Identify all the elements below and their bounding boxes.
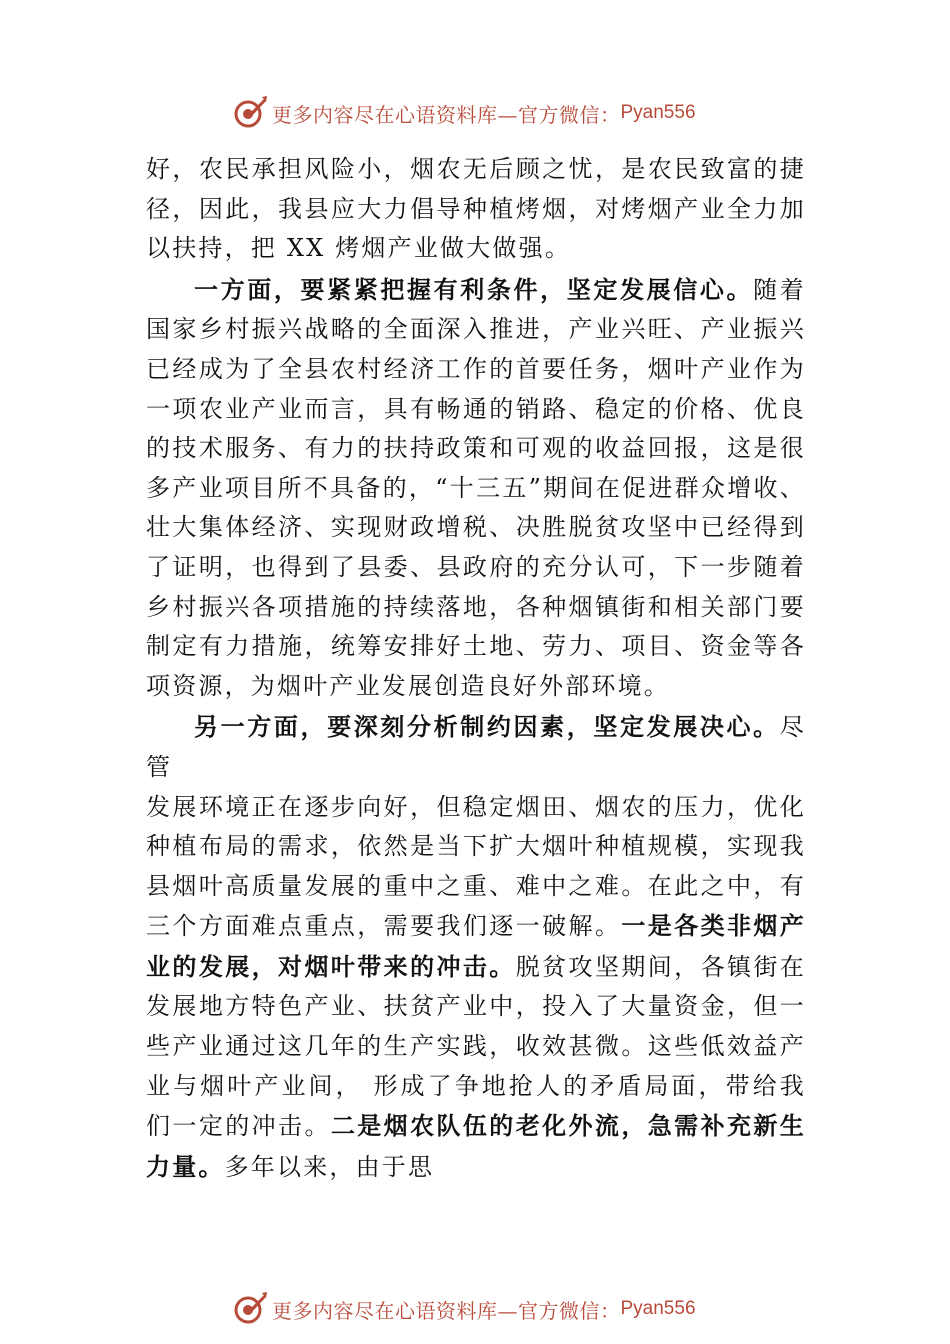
quill-logo-icon	[232, 1291, 268, 1327]
paragraph-3-heading: 另一方面，要深刻分析制约因素，坚定发展决心。	[194, 712, 780, 742]
paragraph-2-heading: 一方面，要紧紧把握有利条件，坚定发展信心。	[194, 274, 754, 304]
paragraph-3-text-c: 脱贫攻坚期间，各镇街在发展地方特色产业、扶贫产业中，投入了大量资金，但一些产业通过这几年的生产实践，收效甚微。这些低效益产业与烟叶产业间， 形成了争地抢人的矛盾局面，带给我们一定的冲击。	[146, 952, 806, 1141]
paragraph-3-text-d: 多年以来，由于思	[224, 1152, 435, 1181]
paragraph-3-text-a: 尽管	[146, 713, 806, 781]
header-watermark-banner	[232, 93, 732, 133]
paragraph-1-text: 好，农民承担风险小，烟农无后顾之忧，是农民致富的捷径，因此，我县应大力倡导种植烤烟，对烤烟产业全力加以扶持，把 XX 烤烟产业做大做强。	[146, 155, 806, 263]
paragraph-2	[146, 270, 806, 707]
paragraph-1	[146, 150, 806, 269]
paragraph-3-lead	[146, 707, 806, 787]
header-banner-text: 更多内容尽在心语资料库—官方微信：	[272, 102, 621, 127]
paragraph-3-body	[146, 788, 806, 1188]
document-body	[146, 150, 806, 1187]
footer-banner-wechat-id: Pyan556	[620, 1298, 696, 1319]
footer-banner-text: 更多内容尽在心语资料库—官方微信：	[272, 1298, 621, 1323]
paragraph-3-point-2: 二是烟农队伍的老化外流，急需补充新生力量。	[146, 1111, 806, 1181]
quill-logo-icon	[232, 95, 268, 131]
paragraph-2-text: 随着国家乡村振兴战略的全面深入推进，产业兴旺、产业振兴已经成为了全县农村经济工作的首要任务，烟叶产业作为一项农业产业而言，具有畅通的销路、稳定的价格、优良的技术服务、有力的扶持政策和可观的收益回报，这是很多产业项目所不具备的，“十三五”期间在促进群众增收、壮大集体经济、实现财政增税、决胜脱贫攻坚中已经得到了证明，也得到了县委、县政府的充分认可，下一步随着乡村振兴各项措施的持续落地，各种烟镇街和相关部门要制定有力措施，统筹安排好土地、劳力、项目、资金等各项资源，为烟叶产业发展创造良好外部环境。	[146, 275, 806, 700]
paragraph-3-text-b: 发展环境正在逐步向好，但稳定烟田、烟农的压力，优化种植布局的需求，依然是当下扩大烟叶种植规模，实现我县烟叶高质量发展的重中之重、难中之难。在此之中，有三个方面难点重点，需要我们逐一破解。	[146, 792, 806, 941]
header-banner-wechat-id: Pyan556	[620, 102, 696, 123]
paragraph-3-point-1: 一是各类非烟产业的发展，对烟叶带来的冲击。	[146, 911, 806, 981]
footer-watermark-banner	[232, 1289, 732, 1329]
